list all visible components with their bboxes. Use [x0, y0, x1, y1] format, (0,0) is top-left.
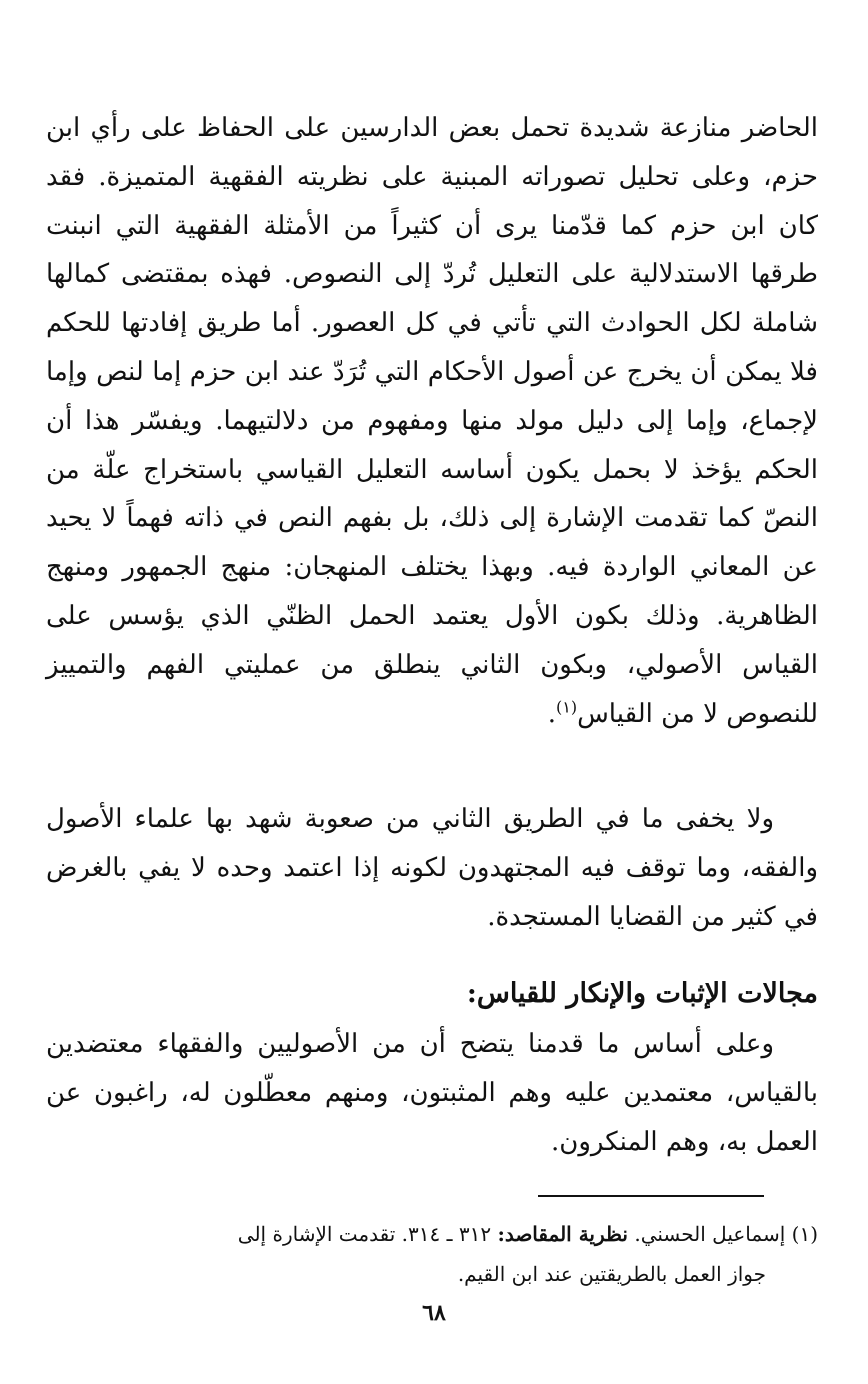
footnote-pages: ٣١٢ ـ ٣١٤.	[401, 1222, 492, 1246]
footnote-author: إسماعيل الحسني.	[634, 1222, 786, 1246]
footnote	[46, 1214, 818, 1294]
footnote-separator	[538, 1195, 764, 1197]
footnote-title: نظرية المقاصد:	[497, 1222, 628, 1246]
paragraph-3-text: وعلى أساس ما قدمنا يتضح أن من الأصوليين والفقهاء معتضدين بالقياس، معتمدين عليه وهم المثبتون، ومنهم معطّلون له، راغبون عن العمل به، وهم المنكرون.	[46, 1029, 818, 1157]
footnote-note-line-1: تقدمت الإشارة إلى	[237, 1222, 396, 1246]
footnote-reference: (١)	[555, 696, 578, 716]
page-number: ٦٨	[422, 1300, 446, 1326]
footnote-number: (١)	[791, 1222, 818, 1246]
paragraph-2-text: ولا يخفى ما في الطريق الثاني من صعوبة شهد بها علماء الأصول والفقه، وما توقف فيه المجتهدون لكونه إذا اعتمد وحده لا يفي بالغرض في كثير من القضايا المستجدة.	[46, 804, 818, 932]
paragraph-1-end: .	[547, 698, 556, 729]
section-heading: مجالات الإثبات والإنكار للقياس:	[466, 978, 818, 1009]
footnote-note-line-2: جواز العمل بالطريقتين عند ابن القيم.	[457, 1262, 766, 1286]
body-paragraph-3	[46, 1020, 818, 1166]
body-paragraph-1	[46, 104, 818, 738]
paragraph-1-text: الحاضر منازعة شديدة تحمل بعض الدارسين على الحفاظ على رأي ابن حزم، وعلى تحليل تصوراته المبنية على نظريته الفقهية المتميزة. فقد كان ابن حزم كما قدّمنا يرى أن كثيراً من الأمثلة الفقهية التي انبنت طرقها الاستدلالية على التعليل تُردّ إلى النصوص. فهذه بمقتضى كمالها شاملة لكل الحوادث التي تأتي في كل العصور. أما طريق إفادتها للحكم فلا يمكن أن يخرج عن أصول الأحكام التي تُرَدّ عند ابن حزم إما لنص وإما لإجماع، وإما إلى دليل مولد منها ومفهوم من دلالتيهما. ويفسّر هذا أن الحكم يؤخذ لا بحمل يكون أساسه التعليل القياسي باستخراج علّة من النصّ كما تقدمت الإشارة إلى ذلك، بل بفهم النص في ذاته فهماً لا يحيد عن المعاني الواردة فيه. وبهذا يختلف المنهجان: منهج الجمهور ومنهج الظاهرية. وذلك بكون الأول يعتمد الحمل الظنّي الذي يؤسس على القياس الأصولي، وبكون الثاني ينطلق من عمليتي الفهم والتمييز للنصوص لا من القياس	[46, 113, 818, 729]
body-paragraph-2	[46, 795, 818, 941]
